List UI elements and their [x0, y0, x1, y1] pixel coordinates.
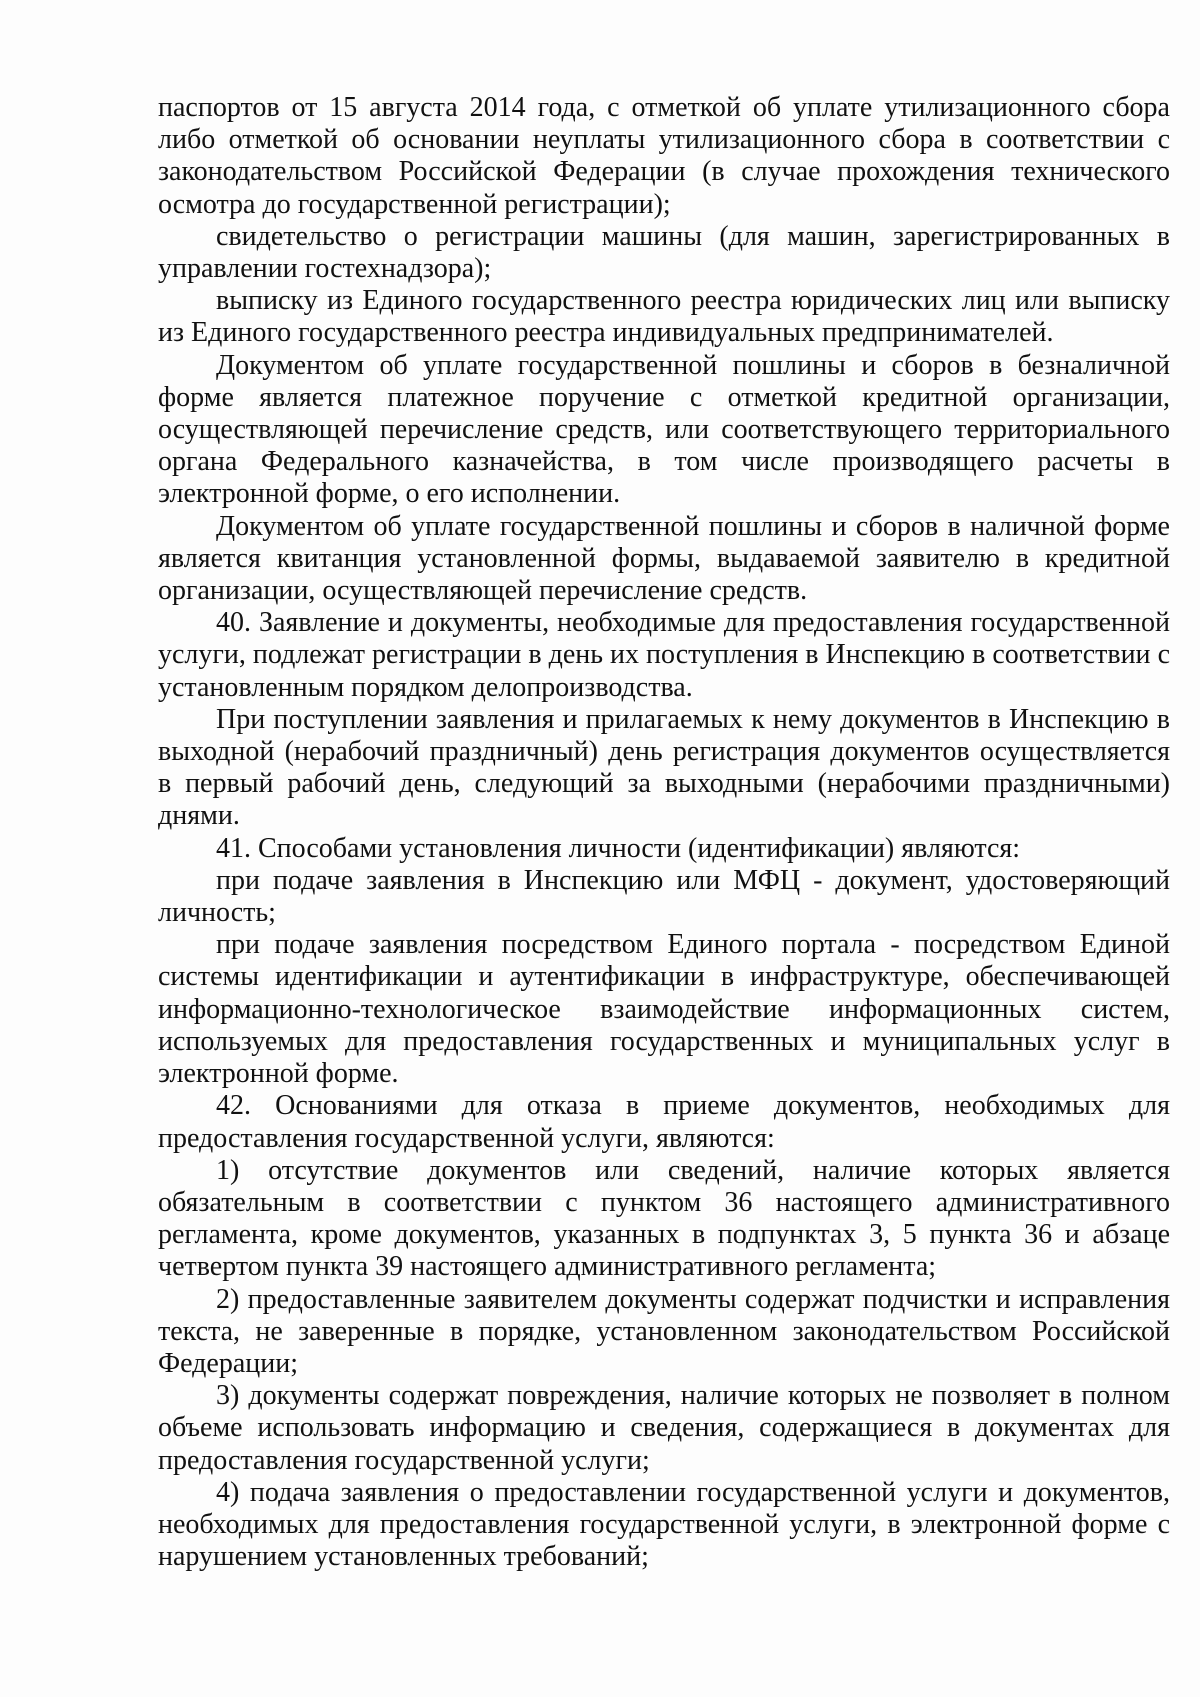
paragraph-refusal-3: 3) документы содержат повреждения, наличие которых не позволяет в полном объеме использовать информацию и сведения, содержащиеся в документах для предоставления государственной услуги;	[158, 1380, 1170, 1476]
paragraph-passports-continuation: паспортов от 15 августа 2014 года, с отметкой об уплате утилизационного сбора либо отметкой об основании неуплаты утилизационного сбора в соответствии с законодательством Российской Федерации (в случае прохождения технического осмотра до государственной регистрации);	[158, 92, 1170, 220]
document-body	[158, 92, 1170, 1573]
paragraph-refusal-4: 4) подача заявления о предоставлении государственной услуги и документов, необходимых для предоставления государственной услуги, в электронной форме с нарушением установленных требований;	[158, 1476, 1170, 1573]
paragraph-item-40: 40. Заявление и документы, необходимые для предоставления государственной услуги, подлежат регистрации в день их поступления в Инспекцию в соответствии с установленным порядком делопроизводства.	[158, 607, 1170, 703]
paragraph-registry-extract: выписку из Единого государственного реестра юридических лиц или выписку из Единого государственного реестра индивидуальных предпринимателей.	[158, 285, 1170, 349]
paragraph-refusal-1: 1) отсутствие документов или сведений, наличие которых является обязательным в соответствии с пунктом 36 настоящего административного регламента, кроме документов, указанных в подпунктах 3, 5 пункта 36 и абзаце четвертом пункта 39 настоящего административного регламента;	[158, 1154, 1170, 1283]
paragraph-identification-inspection: при подаче заявления в Инспекцию или МФЦ - документ, удостоверяющий личность;	[158, 864, 1170, 929]
paragraph-holiday-registration: При поступлении заявления и прилагаемых к нему документов в Инспекцию в выходной (нерабочий праздничный) день регистрация документов осуществляется в первый рабочий день, следующий за выходными (нерабочими праздничными) днями.	[158, 703, 1170, 832]
paragraph-cash-payment: Документом об уплате государственной пошлины и сборов в наличной форме является квитанция установленной формы, выдаваемой заявителю в кредитной организации, осуществляющей перечисление средств.	[158, 510, 1170, 607]
paragraph-item-41: 41. Способами установления личности (идентификации) являются:	[216, 832, 1021, 864]
paragraph-cashless-payment: Документом об уплате государственной пошлины и сборов в безналичной форме является платежное поручение с отметкой кредитной организации, осуществляющей перечисление средств, или соответствующего территориального органа Федерального казначейства, в том числе производящего расчеты в электронной форме, о его исполнении.	[158, 349, 1170, 510]
paragraph-identification-portal: при подаче заявления посредством Единого портала - посредством Единой системы идентификации и аутентификации в инфраструктуре, обеспечивающей информационно-технологическое взаимодействие информационных систем, используемых для предоставления государственных и муниципальных услуг в электронной форме.	[158, 929, 1170, 1090]
paragraph-item-42: 42. Основаниями для отказа в приеме документов, необходимых для предоставления государственной услуги, являются:	[158, 1090, 1170, 1154]
paragraph-refusal-2: 2) предоставленные заявителем документы содержат подчистки и исправления текста, не заверенные в порядке, установленном законодательством Российской Федерации;	[158, 1283, 1170, 1379]
paragraph-registration-certificate: свидетельство о регистрации машины (для машин, зарегистрированных в управлении гостехнадзора);	[158, 220, 1170, 285]
